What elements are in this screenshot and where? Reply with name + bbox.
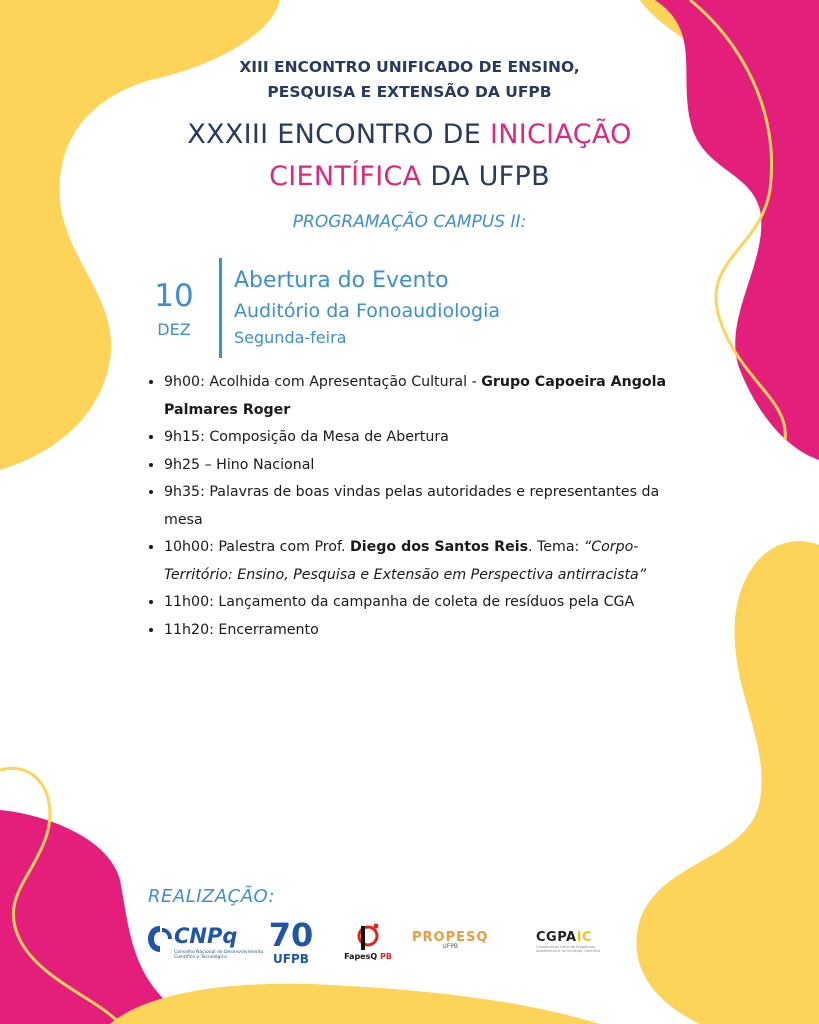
event-supertitle <box>0 55 819 105</box>
cgpaic-subtitle: Coordenação Geral de Programas Acadêmicos e de Iniciação Científica <box>536 945 600 953</box>
yellow-blob-bottom <box>110 984 600 1024</box>
pink-blob-bottom-left <box>0 810 200 1024</box>
schedule-item: • 11h20: Encerramento <box>164 617 684 645</box>
schedule-item: • 9h15: Composição da Mesa de Abertura <box>164 424 684 452</box>
schedule-item: • 9h25 – Hino Nacional <box>164 452 684 480</box>
program-label: PROGRAMAÇÃO CAMPUS II: <box>292 212 527 232</box>
title-part-c: CIENTÍFICA <box>269 161 422 192</box>
cnpq-subtitle: Conselho Nacional de Desenvolvimento Científico e Tecnológico <box>174 950 264 960</box>
title-part-d: DA UFPB <box>421 161 550 192</box>
cgpaic-wordmark: CGPAIC <box>536 930 592 945</box>
ufpb-70-text: UFPB <box>273 952 309 966</box>
propesq-subtitle: UFPB <box>442 943 458 950</box>
ufpb-70-number: 70 <box>268 916 314 954</box>
cnpq-wordmark: CNPq <box>174 924 238 948</box>
schedule-item: • 10h00: Palestra com Prof. Diego dos Santos Reis. Tema: “Corpo-Território: Ensino, Pesquisa e Extensão em Perspectiva antirracista” <box>164 534 684 589</box>
supertitle-line2: PESQUISA E EXTENSÃO DA UFPB <box>267 83 552 101</box>
supertitle-line1: XIII ENCONTRO UNIFICADO DE ENSINO, <box>239 58 580 76</box>
title-part-b: INICIAÇÃO <box>490 119 632 150</box>
event-day: 10 <box>154 278 194 314</box>
event-month: DEZ <box>157 320 191 339</box>
schedule-list <box>142 369 684 644</box>
propesq-logo <box>412 930 488 950</box>
title-line1 <box>0 114 819 156</box>
cnpq-emblem-icon <box>146 924 174 954</box>
event-location: Auditório da Fonoaudiologia <box>234 300 501 322</box>
propesq-wordmark: PROPESQ <box>412 930 489 945</box>
schedule-item: • 9h00: Acolhida com Apresentação Cultural - Grupo Capoeira Angola Palmares Roger <box>164 369 684 424</box>
event-weekday: Segunda-feira <box>234 328 347 347</box>
fapesq-text: FapesQ PB <box>344 952 392 961</box>
title-line2 <box>0 156 819 198</box>
cgpaic-logo <box>536 930 606 953</box>
title-part-a: XXXIII ENCONTRO DE <box>187 119 490 150</box>
fapesq-mark-icon <box>340 922 396 952</box>
schedule-item: • 9h35: Palavras de boas vindas pelas autoridades e representantes da mesa <box>164 479 684 534</box>
date-divider <box>219 258 222 358</box>
sponsors-label: REALIZAÇÃO: <box>148 886 276 907</box>
page-title <box>0 114 819 198</box>
schedule-item: • 11h00: Lançamento da campanha de coleta de resíduos pela CGA <box>164 589 684 617</box>
event-name: Abertura do Evento <box>234 268 449 293</box>
